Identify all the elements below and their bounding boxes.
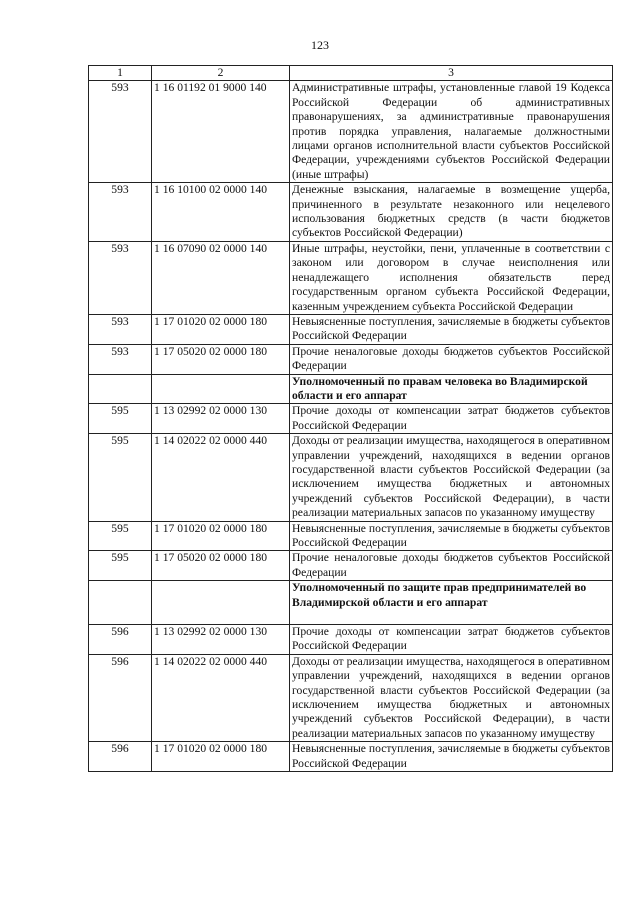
budget-code-cell: 1 17 05020 02 0000 180	[152, 344, 290, 374]
admin-code-cell: 595	[89, 551, 152, 581]
admin-code-cell: 596	[89, 654, 152, 741]
budget-code-cell: 1 17 01020 02 0000 180	[152, 314, 290, 344]
budget-code-cell: 1 16 01192 01 9000 140	[152, 81, 290, 183]
table-header-row	[89, 66, 613, 81]
column-header-3: 3	[290, 66, 613, 81]
budget-code-cell: 1 17 01020 02 0000 180	[152, 742, 290, 772]
revenue-description-cell: Невыясненные поступления, зачисляемые в бюджеты субъектов Российской Федерации	[290, 314, 613, 344]
column-header-2: 2	[152, 66, 290, 81]
revenue-codes-table	[88, 65, 613, 772]
admin-code-cell	[89, 374, 152, 404]
revenue-description-cell: Доходы от реализации имущества, находящегося в оперативном управлении учреждений, находящихся в ведении органов государственной власти субъектов Российской Федерации (за исключением имущества бюджетных и автономных учреждений субъектов Российской Федерации), в части реализации материальных запасов по указанному имуществу	[290, 654, 613, 741]
page-number: 123	[311, 38, 329, 52]
table-row	[89, 654, 613, 741]
admin-code-cell: 595	[89, 404, 152, 434]
table-row	[89, 314, 613, 344]
admin-code-cell: 593	[89, 241, 152, 314]
table-row	[89, 344, 613, 374]
table-row	[89, 742, 613, 772]
budget-code-cell: 1 16 10100 02 0000 140	[152, 183, 290, 242]
admin-code-cell: 593	[89, 183, 152, 242]
admin-code-cell: 596	[89, 625, 152, 655]
revenue-description-cell: Прочие доходы от компенсации затрат бюджетов субъектов Российской Федерации	[290, 404, 613, 434]
admin-code-cell: 595	[89, 434, 152, 521]
budget-code-cell: 1 17 05020 02 0000 180	[152, 551, 290, 581]
table-row	[89, 625, 613, 655]
table-body	[89, 81, 613, 772]
revenue-description-cell: Прочие неналоговые доходы бюджетов субъектов Российской Федерации	[290, 551, 613, 581]
budget-code-cell	[152, 374, 290, 404]
table-row	[89, 241, 613, 314]
revenue-description-cell: Прочие доходы от компенсации затрат бюджетов субъектов Российской Федерации	[290, 625, 613, 655]
section-title: Уполномоченный по правам человека во Владимирской области и его аппарат	[290, 374, 613, 404]
revenue-description-cell: Иные штрафы, неустойки, пени, уплаченные в соответствии с законом или договором в случае неисполнения или ненадлежащего исполнения обязательств перед государственным органом субъекта Российской Федерации, казенным учреждением субъекта Российской Федерации	[290, 241, 613, 314]
admin-code-cell: 593	[89, 314, 152, 344]
budget-code-cell: 1 13 02992 02 0000 130	[152, 404, 290, 434]
admin-code-cell: 593	[89, 81, 152, 183]
revenue-description-cell: Доходы от реализации имущества, находящегося в оперативном управлении учреждений, находящихся в ведении органов государственной власти субъектов Российской Федерации (за исключением имущества бюджетных и автономных учреждений субъектов Российской Федерации), в части реализации материальных запасов по указанному имуществу	[290, 434, 613, 521]
admin-code-cell	[89, 581, 152, 625]
revenue-description-cell: Невыясненные поступления, зачисляемые в бюджеты субъектов Российской Федерации	[290, 521, 613, 551]
table-row	[89, 551, 613, 581]
budget-code-cell	[152, 581, 290, 625]
revenue-description-cell: Невыясненные поступления, зачисляемые в бюджеты субъектов Российской Федерации	[290, 742, 613, 772]
budget-code-cell: 1 17 01020 02 0000 180	[152, 521, 290, 551]
revenue-description-cell: Административные штрафы, установленные главой 19 Кодекса Российской Федерации об административных правонарушениях, за административные правонарушения против порядка управления, налагаемые должностными лицами органов исполнительной власти субъектов Российской Федерации, учреждениями субъектов Российской Федерации (иные штрафы)	[290, 81, 613, 183]
table-row	[89, 404, 613, 434]
budget-code-cell: 1 13 02992 02 0000 130	[152, 625, 290, 655]
budget-code-cell: 1 14 02022 02 0000 440	[152, 434, 290, 521]
revenue-description-cell: Денежные взыскания, налагаемые в возмещение ущерба, причиненного в результате незаконного или нецелевого использования бюджетных средств (в части бюджетов субъектов Российской Федерации)	[290, 183, 613, 242]
admin-code-cell: 595	[89, 521, 152, 551]
column-header-1: 1	[89, 66, 152, 81]
section-title: Уполномоченный по защите прав предпринимателей во Владимирской области и его аппарат	[290, 581, 613, 625]
admin-code-cell: 596	[89, 742, 152, 772]
section-header-row	[89, 581, 613, 625]
budget-code-cell: 1 16 07090 02 0000 140	[152, 241, 290, 314]
table-row	[89, 521, 613, 551]
admin-code-cell: 593	[89, 344, 152, 374]
table-row	[89, 434, 613, 521]
section-header-row	[89, 374, 613, 404]
table-row	[89, 183, 613, 242]
revenue-description-cell: Прочие неналоговые доходы бюджетов субъектов Российской Федерации	[290, 344, 613, 374]
table-row	[89, 81, 613, 183]
budget-code-cell: 1 14 02022 02 0000 440	[152, 654, 290, 741]
